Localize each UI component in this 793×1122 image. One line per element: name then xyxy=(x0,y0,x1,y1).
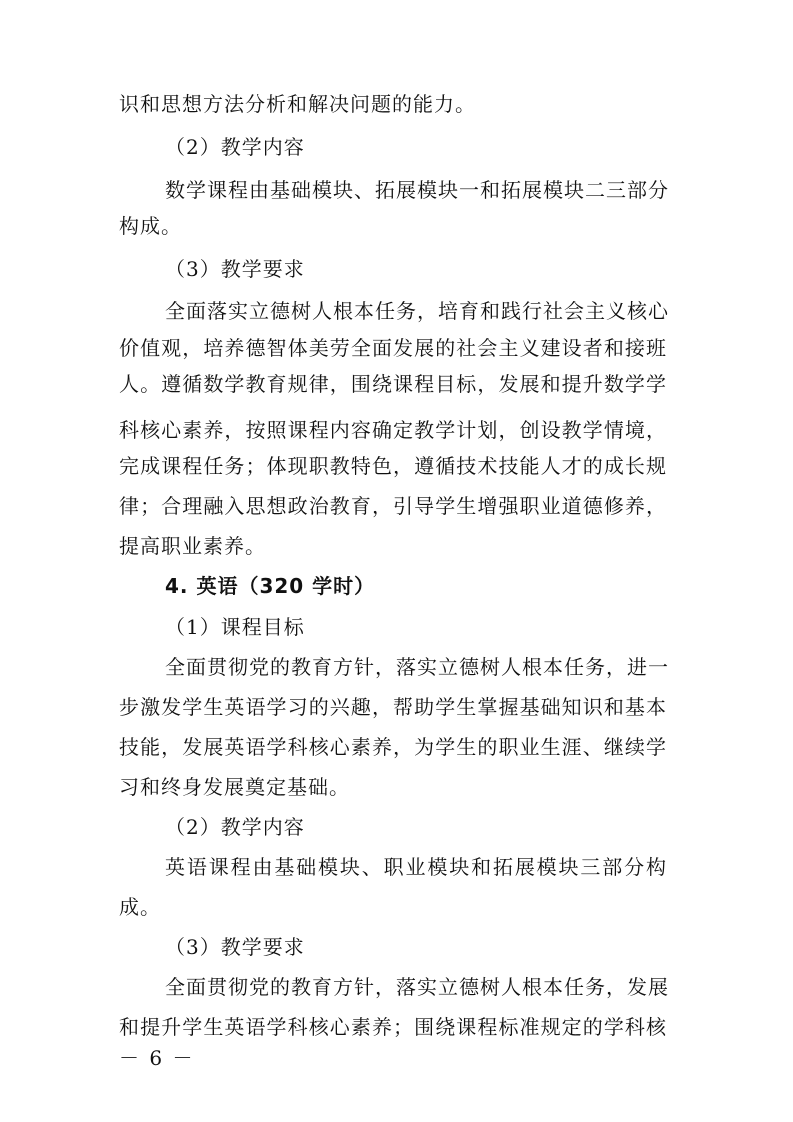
paragraph-line: 英语课程由基础模块、职业模块和拓展模块三部分构 xyxy=(165,855,667,879)
paragraph-line: 和提升学生英语学科核心素养；围绕课程标准规定的学科核 xyxy=(119,1015,667,1039)
paragraph-line: 步激发学生英语学习的兴趣，帮助学生掌握基础知识和基本 xyxy=(119,695,667,719)
paragraph-line: 技能，发展英语学科核心素养，为学生的职业生涯、继续学 xyxy=(119,735,667,759)
subsection-heading: （3）教学要求 xyxy=(165,257,305,281)
paragraph-line: 识和思想方法分析和解决问题的能力。 xyxy=(119,92,476,116)
section-heading: 4. 英语（320 学时） xyxy=(165,574,376,598)
paragraph-line: 完成课程任务；体现职教特色，遵循技术技能人才的成长规 xyxy=(119,454,667,478)
paragraph-line: 全面落实立德树人根本任务，培育和践行社会主义核心 xyxy=(165,299,669,323)
paragraph-line: 习和终身发展奠定基础。 xyxy=(119,775,350,799)
subsection-heading: （3）教学要求 xyxy=(165,935,305,959)
page-number: － 6 － xyxy=(119,1046,195,1070)
subsection-heading: （1）课程目标 xyxy=(165,615,305,639)
paragraph-line: 构成。 xyxy=(119,214,182,238)
paragraph-line: 人。遵循数学教育规律，围绕课程目标，发展和提升数学学 xyxy=(119,372,667,396)
paragraph-line: 成。 xyxy=(119,895,161,919)
paragraph-line: 数学课程由基础模块、拓展模块一和拓展模块二三部分 xyxy=(165,178,669,202)
paragraph-line: 律；合理融入思想政治教育，引导学生增强职业道德修养， xyxy=(119,494,667,518)
paragraph-line: 价值观，培养德智体美劳全面发展的社会主义建设者和接班 xyxy=(119,336,667,360)
paragraph-line: 科核心素养，按照课程内容确定教学计划，创设教学情境， xyxy=(119,418,667,442)
subsection-heading: （2）教学内容 xyxy=(165,815,305,839)
subsection-heading: （2）教学内容 xyxy=(165,135,305,159)
paragraph-line: 全面贯彻党的教育方针，落实立德树人根本任务，进一 xyxy=(165,655,669,679)
paragraph-line: 全面贯彻党的教育方针，落实立德树人根本任务，发展 xyxy=(165,975,669,999)
paragraph-line: 提高职业素养。 xyxy=(119,534,266,558)
